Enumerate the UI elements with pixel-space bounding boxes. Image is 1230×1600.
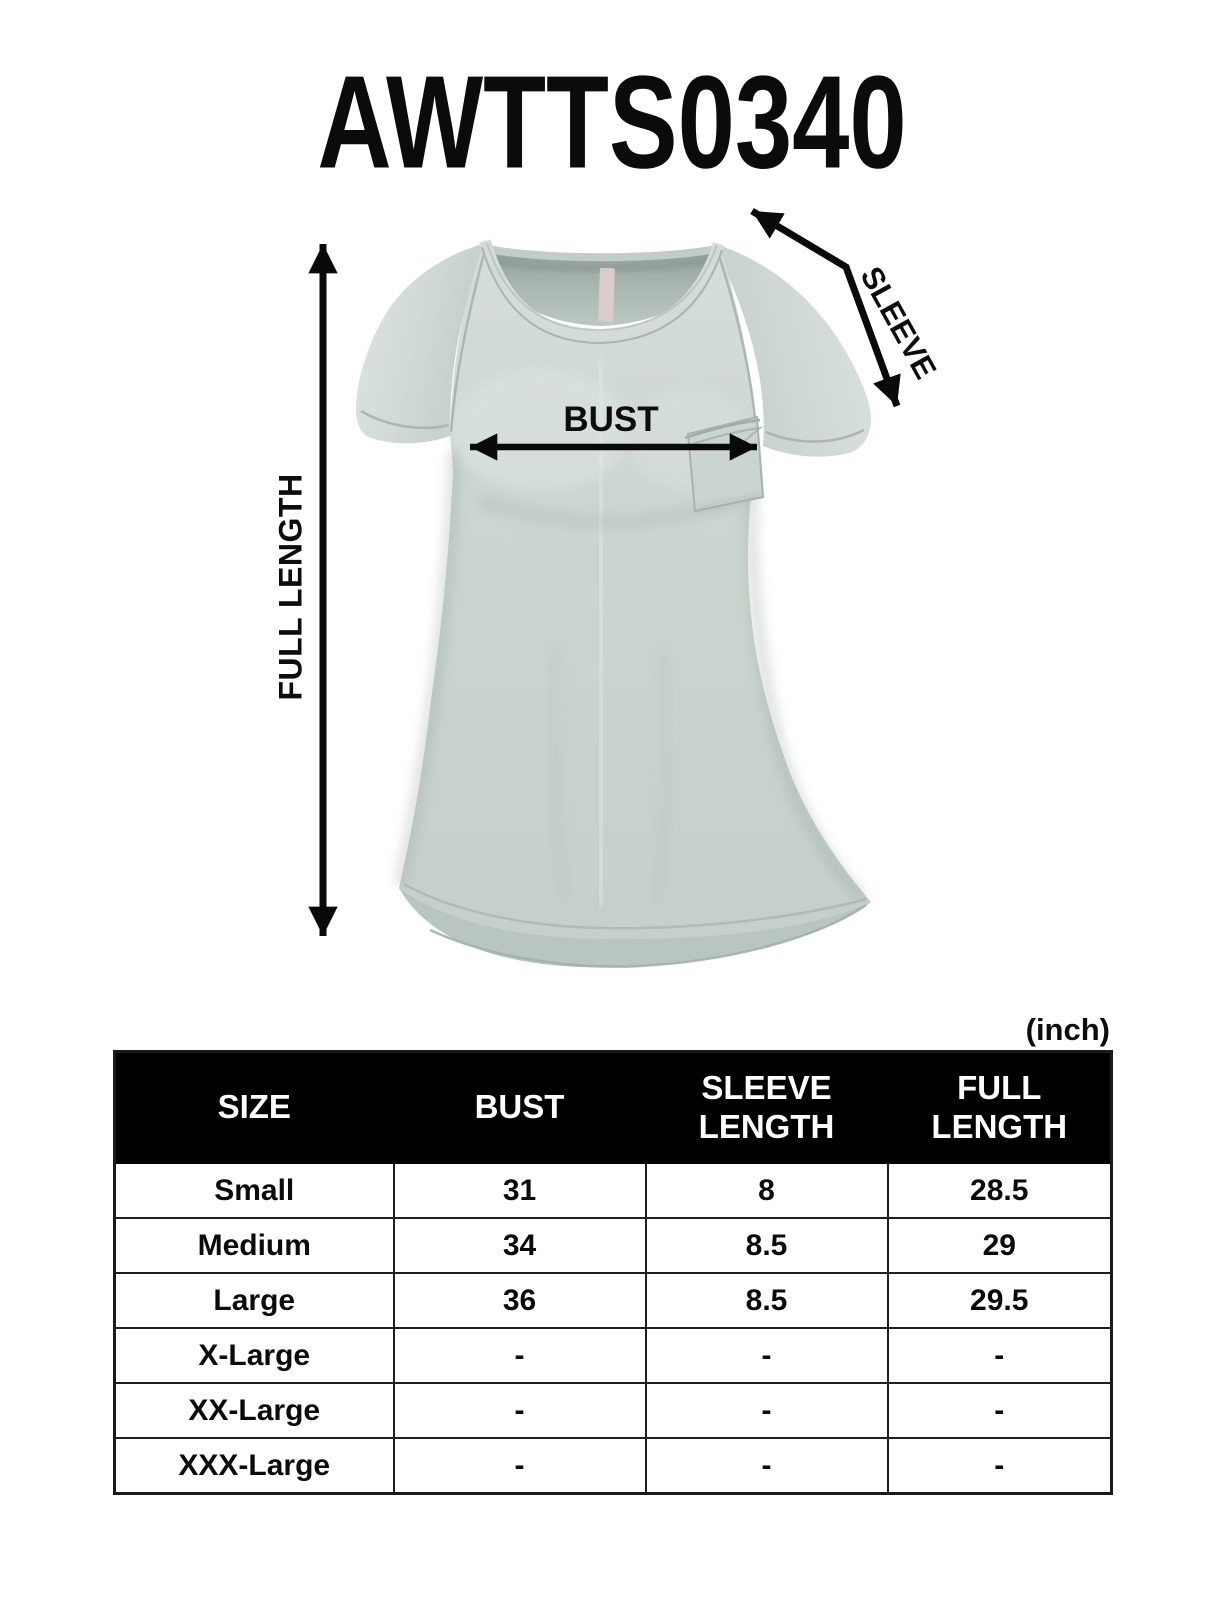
sleeve-length-cell: -	[646, 1328, 888, 1383]
sleeve-label: SLEEVE	[853, 260, 944, 385]
column-header-sleeve-length: SLEEVE LENGTH	[646, 1052, 888, 1164]
unit-label: (inch)	[1025, 1012, 1110, 1047]
bust-label: BUST	[563, 400, 659, 439]
sleeve-length-cell: -	[646, 1383, 888, 1438]
table-row-large	[115, 1273, 1112, 1328]
sleeve-length-cell: 8	[646, 1163, 888, 1218]
bust-cell: -	[394, 1383, 646, 1438]
sleeve-length-cell: 8.5	[646, 1273, 888, 1328]
size-cell: XXX-Large	[115, 1438, 394, 1494]
header-row	[115, 1052, 1112, 1164]
full-length-label: FULL LENGTH	[272, 473, 309, 701]
full-length-cell: -	[888, 1383, 1112, 1438]
column-header-bust: BUST	[394, 1052, 646, 1164]
table-row-xxx-large	[115, 1438, 1112, 1494]
column-header-size: SIZE	[115, 1052, 394, 1164]
product-code-title: AWTTS0340	[317, 48, 907, 196]
size-cell: XX-Large	[115, 1383, 394, 1438]
sleeve-length-cell: -	[646, 1438, 888, 1494]
tshirt-graphic	[356, 241, 871, 967]
size-cell: X-Large	[115, 1328, 394, 1383]
bust-cell: 34	[394, 1218, 646, 1273]
bust-cell: 36	[394, 1273, 646, 1328]
bust-cell: -	[394, 1438, 646, 1494]
table-row-small	[115, 1163, 1112, 1218]
size-chart-table	[113, 1050, 1113, 1495]
sleeve-length-cell: 8.5	[646, 1218, 888, 1273]
column-header-full-length: FULL LENGTH	[888, 1052, 1112, 1164]
size-chart-body	[115, 1163, 1112, 1494]
full-length-cell: -	[888, 1438, 1112, 1494]
full-length-cell: 29.5	[888, 1273, 1112, 1328]
size-chart-header	[115, 1052, 1112, 1164]
neck-tag	[598, 268, 615, 322]
bust-cell: -	[394, 1328, 646, 1383]
table-row-x-large	[115, 1328, 1112, 1383]
size-cell: Large	[115, 1273, 394, 1328]
full-length-cell: -	[888, 1328, 1112, 1383]
chest-pocket	[685, 417, 763, 511]
full-length-cell: 29	[888, 1218, 1112, 1273]
bust-cell: 31	[394, 1163, 646, 1218]
full-length-cell: 28.5	[888, 1163, 1112, 1218]
table-row-xx-large	[115, 1383, 1112, 1438]
size-cell: Small	[115, 1163, 394, 1218]
table-row-medium	[115, 1218, 1112, 1273]
size-cell: Medium	[115, 1218, 394, 1273]
